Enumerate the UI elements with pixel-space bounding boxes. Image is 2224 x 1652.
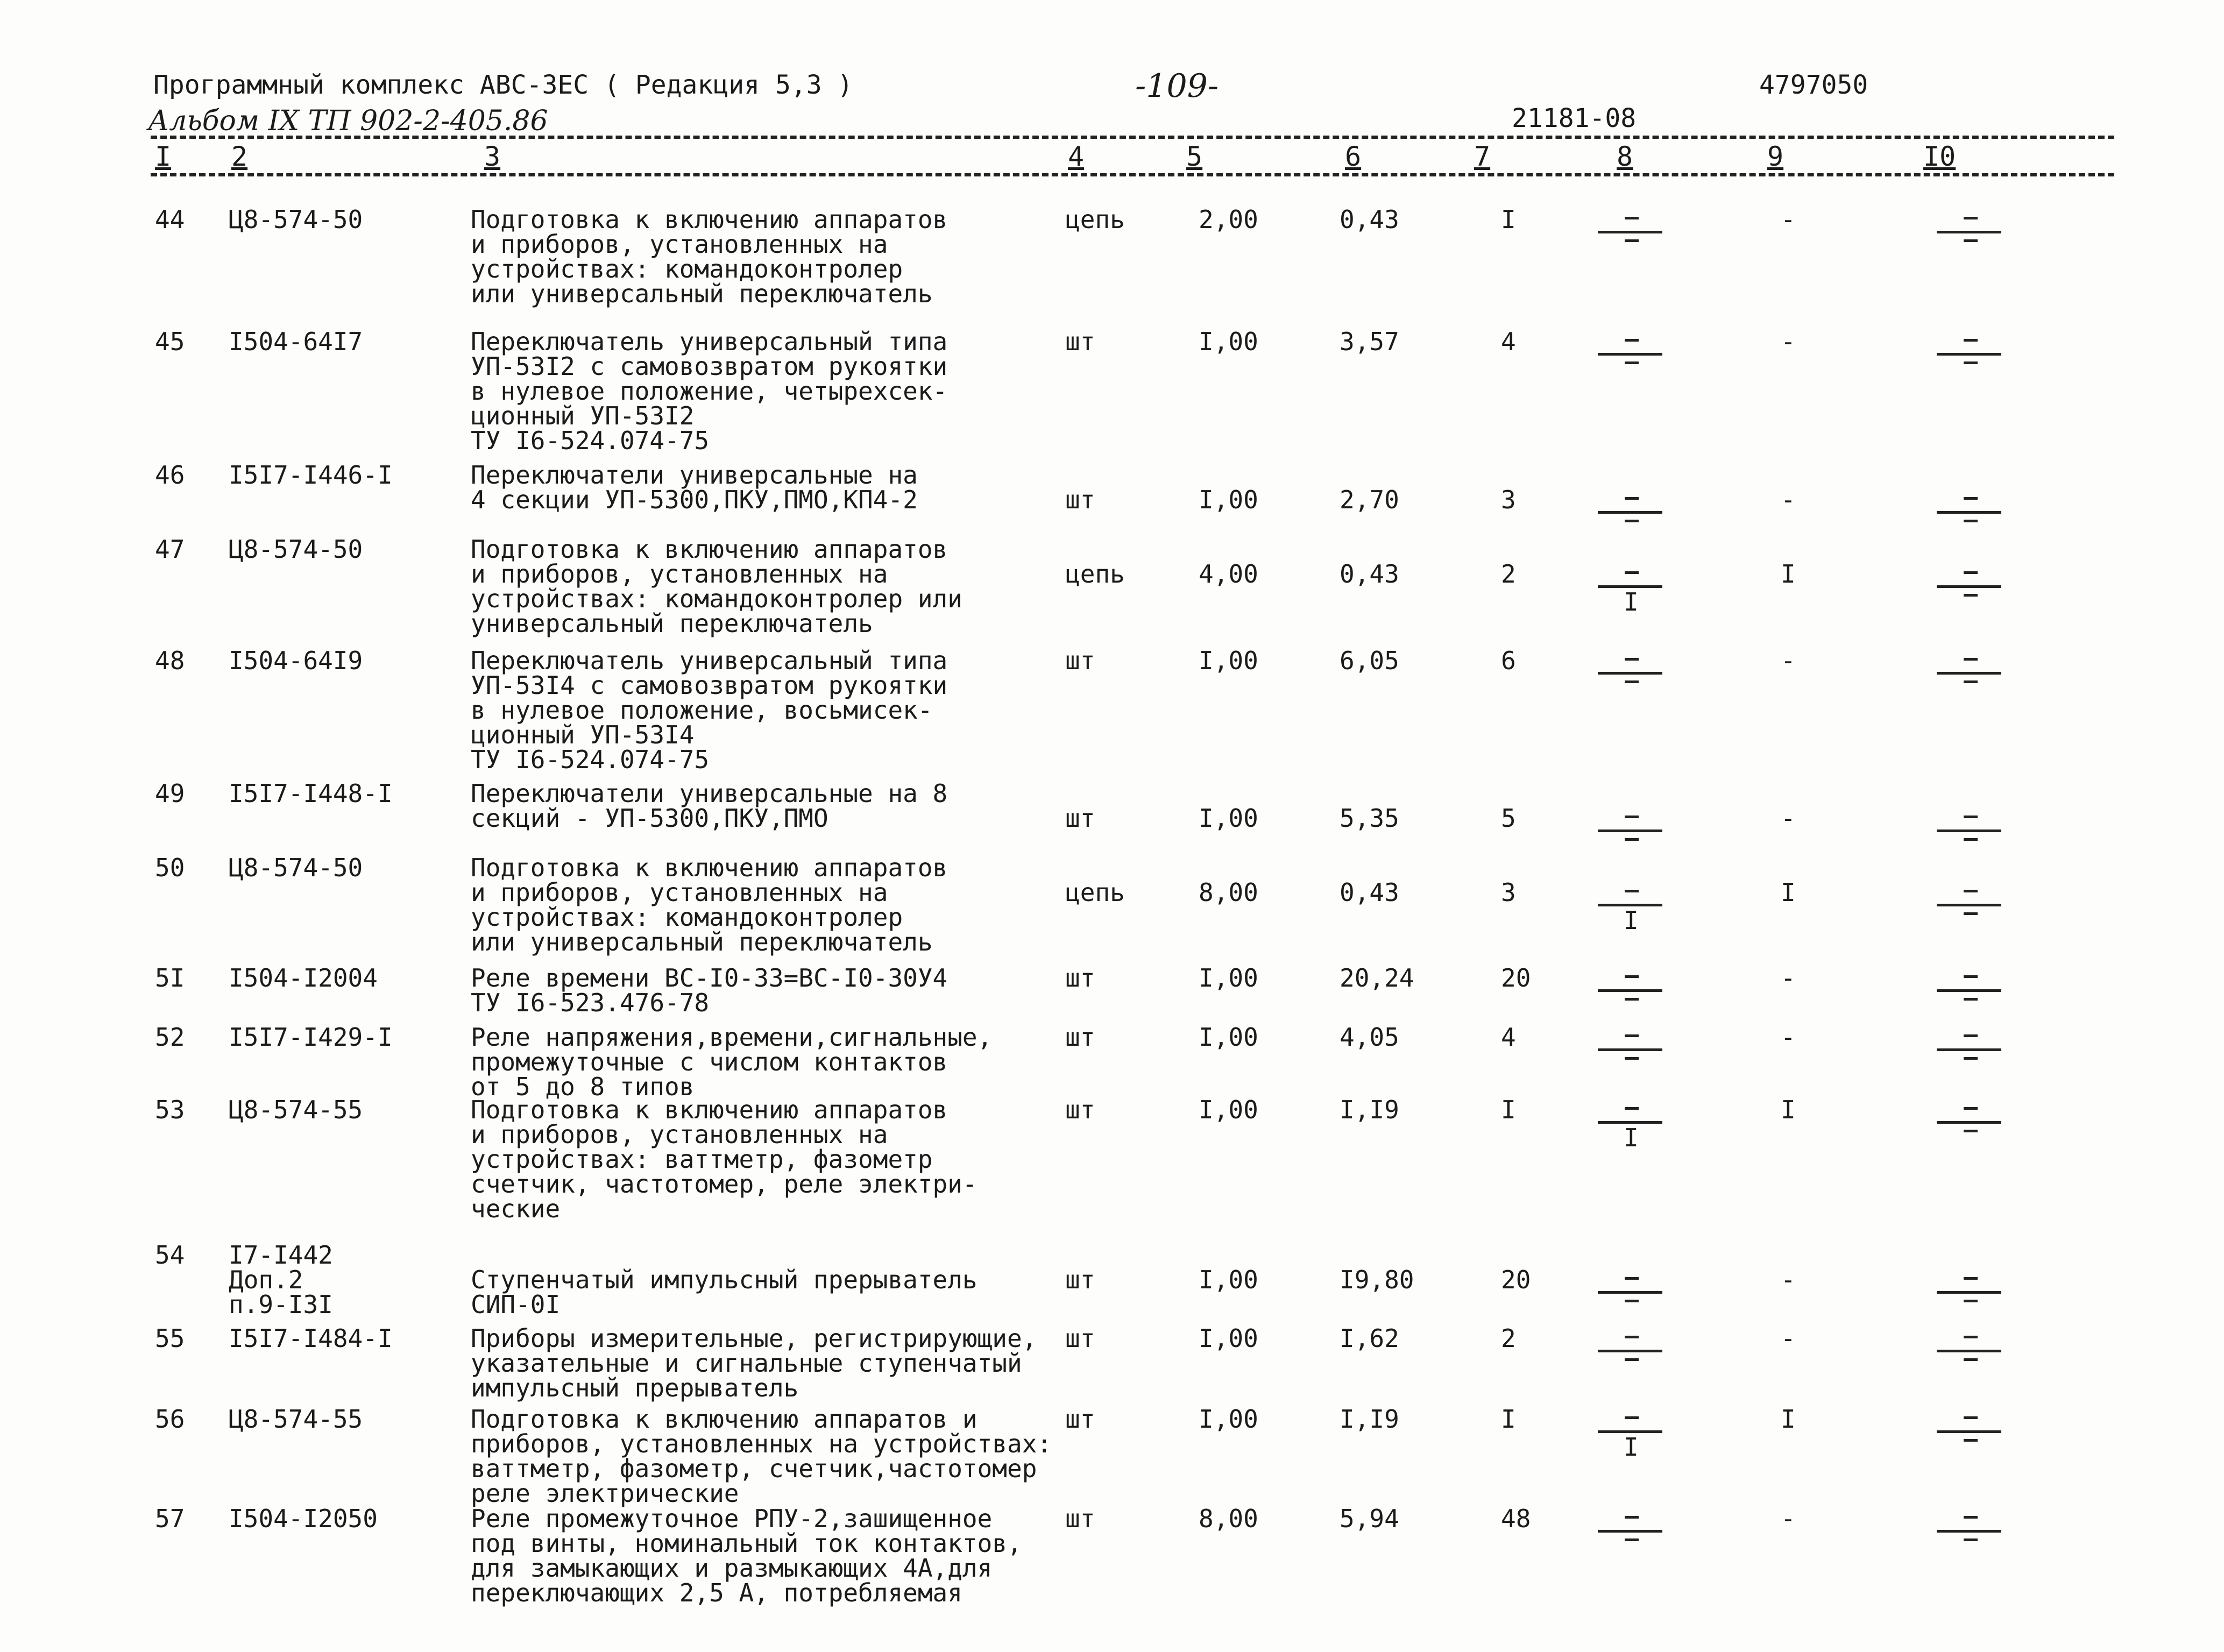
row-price: I9,80 (1340, 1265, 1414, 1294)
row-col9: - (1781, 804, 1796, 833)
row-col9: I (1781, 1405, 1796, 1434)
row-unit: шт (1065, 327, 1095, 356)
row-col8-mark (1576, 1506, 1695, 1560)
row-number: 57 (155, 1504, 185, 1533)
column-header-1: I (155, 141, 172, 172)
fraction-bar (1598, 829, 1662, 832)
row-col9: - (1781, 485, 1796, 514)
row-col7: 2 (1501, 559, 1516, 589)
column-header-7: 7 (1474, 141, 1491, 172)
row-col10-mark (1915, 1326, 2034, 1380)
row-col8-mark (1576, 329, 1695, 383)
row-col7: 3 (1501, 485, 1516, 514)
row-col8-mark (1576, 207, 1695, 261)
row-description: Переключатели универсальные на 8 секций - УП-5300,ПКУ,ПМО (471, 779, 948, 833)
dash-mark (1964, 1107, 1978, 1110)
dash-mark (1625, 998, 1639, 1001)
dash-mark (1625, 680, 1639, 683)
fraction-bar (1598, 353, 1662, 356)
row-number: 45 (155, 327, 185, 356)
album-reference: Альбом IX ТП 902-2-405.86 (148, 105, 548, 137)
fraction-bar (1598, 1048, 1662, 1051)
row-col7: 6 (1501, 646, 1516, 675)
row-quantity: 2,00 (1199, 205, 1258, 234)
dash-mark (1964, 1358, 1978, 1361)
row-description: Переключатель универсальный типа УП-53I2 с самовозвратом рукоятки в нулевое положение, четырехсек- ционный УП-53I2 ТУ I6-524.074-75 (471, 327, 948, 455)
row-price: 2,70 (1340, 485, 1399, 514)
row-col7: I (1501, 205, 1516, 234)
row-number: 54 (155, 1240, 185, 1270)
fraction-bar (1598, 231, 1662, 233)
column-header-5: 5 (1186, 141, 1203, 172)
row-code: I5I7-I446-I (229, 460, 393, 490)
row-price: I,I9 (1340, 1095, 1399, 1124)
dash-mark (1964, 1130, 1978, 1132)
dash-mark (1964, 975, 1978, 978)
row-price: I,I9 (1340, 1405, 1399, 1434)
row-number: 53 (155, 1095, 185, 1124)
row-col10-mark (1915, 1506, 2034, 1560)
dash-mark (1625, 816, 1639, 818)
row-unit: цепь (1065, 559, 1125, 589)
row-col9: I (1781, 1095, 1796, 1124)
column-header-2: 2 (231, 141, 248, 172)
dash-mark (1964, 361, 1978, 364)
dash-mark (1964, 1277, 1978, 1280)
fraction-bar (1598, 1530, 1662, 1533)
dash-mark (1964, 1439, 1978, 1442)
row-col9: I (1781, 559, 1796, 589)
fraction-bar (1937, 1530, 2001, 1533)
dash-mark (1964, 998, 1978, 1001)
row-unit: шт (1065, 485, 1095, 514)
row-col10-mark (1915, 648, 2034, 702)
dash-mark (1964, 1336, 1978, 1338)
document-number: 21181-08 (1512, 103, 1637, 133)
fraction-bar (1937, 904, 2001, 906)
row-col8-value: I (1624, 1123, 1639, 1152)
dash-mark (1964, 339, 1978, 342)
dash-mark (1964, 1516, 1978, 1519)
row-description: Ступенчатый импульсный прерыватель СИП-0I (471, 1265, 978, 1319)
row-quantity: I,00 (1199, 1405, 1258, 1434)
row-number: 5I (155, 963, 185, 992)
dash-mark (1625, 1057, 1639, 1060)
row-col10-mark (1915, 880, 2034, 934)
fraction-bar (1937, 829, 2001, 832)
column-header-9: 9 (1767, 141, 1784, 172)
dash-mark (1625, 890, 1639, 892)
dash-mark (1625, 1034, 1639, 1037)
dash-mark (1964, 838, 1978, 841)
row-description: Реле времени ВС-I0-33=ВС-I0-30У4 ТУ I6-523.476-78 (471, 963, 948, 1017)
row-col8-value: I (1624, 587, 1639, 616)
dash-mark (1964, 890, 1978, 892)
row-price: 0,43 (1340, 559, 1399, 589)
dash-mark (1625, 1358, 1639, 1361)
dash-mark (1964, 1057, 1978, 1060)
row-col10-mark (1915, 1407, 2034, 1460)
header-rule-top (151, 136, 2114, 139)
dash-mark (1964, 1416, 1978, 1419)
dash-mark (1625, 838, 1639, 841)
fraction-bar (1937, 1430, 2001, 1433)
row-code: I504-I2050 (229, 1504, 378, 1533)
row-col10-mark (1915, 806, 2034, 860)
row-unit: шт (1065, 1324, 1095, 1353)
page-number: -109- (1135, 67, 1219, 105)
row-col9: - (1781, 1023, 1796, 1052)
row-price: 4,05 (1340, 1023, 1399, 1052)
row-quantity: 8,00 (1199, 878, 1258, 907)
dash-mark (1964, 1034, 1978, 1037)
row-description: Переключатель универсальный типа УП-53I4 с самовозвратом рукоятки в нулевое положение, восьмисек- ционный УП-53I4 ТУ I6-524.074-75 (471, 646, 948, 774)
row-col9: I (1781, 878, 1796, 907)
row-col7: 4 (1501, 327, 1516, 356)
fraction-bar (1937, 511, 2001, 514)
dash-mark (1625, 1538, 1639, 1541)
row-quantity: I,00 (1199, 485, 1258, 514)
row-number: 46 (155, 460, 185, 490)
row-code: I5I7-I429-I (229, 1023, 393, 1052)
row-price: 20,24 (1340, 963, 1414, 992)
row-description: Переключатели универсальные на 4 секции УП-5300,ПКУ,ПМО,КП4-2 (471, 460, 918, 514)
row-quantity: I,00 (1199, 1095, 1258, 1124)
row-description: Подготовка к включению аппаратов и приборов, установленных на устройствах: ваттметр, фазометр, счетчик,частотомер реле электрические (471, 1405, 1052, 1508)
dash-mark (1964, 217, 1978, 219)
dash-mark (1625, 571, 1639, 574)
dash-mark (1625, 1277, 1639, 1280)
row-price: 3,57 (1340, 327, 1399, 356)
row-number: 49 (155, 779, 185, 808)
row-col9: - (1781, 1265, 1796, 1294)
row-number: 56 (155, 1405, 185, 1434)
fraction-bar (1937, 1291, 2001, 1294)
dash-mark (1625, 1416, 1639, 1419)
dash-mark (1625, 975, 1639, 978)
row-col8-mark (1576, 1025, 1695, 1079)
row-unit: шт (1065, 646, 1095, 675)
row-col9: - (1781, 1324, 1796, 1353)
row-col10-mark (1915, 207, 2034, 261)
row-col8-mark (1576, 648, 1695, 702)
row-col8-value: I (1624, 1433, 1639, 1462)
row-col8-mark (1576, 562, 1695, 615)
row-col7: 4 (1501, 1023, 1516, 1052)
row-code: I7-I442 Доп.2 п.9-I3I (229, 1240, 333, 1319)
row-col9: - (1781, 963, 1796, 992)
row-col7: I (1501, 1405, 1516, 1434)
row-col8-mark (1576, 1407, 1695, 1460)
dash-mark (1625, 339, 1639, 342)
header-rule-bottom (151, 173, 2114, 176)
row-unit: цепь (1065, 878, 1125, 907)
row-code: Ц8-574-55 (229, 1095, 363, 1124)
row-code: I504-64I7 (229, 327, 363, 356)
row-unit: шт (1065, 1095, 1095, 1124)
dash-mark (1964, 1300, 1978, 1302)
dash-mark (1625, 520, 1639, 522)
row-code: I5I7-I448-I (229, 779, 393, 808)
row-quantity: I,00 (1199, 804, 1258, 833)
dash-mark (1625, 239, 1639, 242)
row-col8-mark (1576, 806, 1695, 860)
row-unit: шт (1065, 1023, 1095, 1052)
dash-mark (1964, 520, 1978, 522)
fraction-bar (1598, 1291, 1662, 1294)
row-description: Подготовка к включению аппаратов и приборов, установленных на устройствах: ваттметр, фазометр счетчик, частотомер, реле электри- ческие (471, 1095, 978, 1223)
fraction-bar (1937, 989, 2001, 992)
column-header-6: 6 (1345, 141, 1362, 172)
row-unit: шт (1065, 804, 1095, 833)
row-code: Ц8-574-50 (229, 535, 363, 564)
fraction-bar (1598, 511, 1662, 514)
row-col7: 5 (1501, 804, 1516, 833)
row-col8-mark (1576, 487, 1695, 541)
row-number: 50 (155, 853, 185, 882)
fraction-bar (1598, 1350, 1662, 1352)
row-unit: шт (1065, 1265, 1095, 1294)
column-header-8: 8 (1617, 141, 1633, 172)
header-program: Программный комплекс АВС-3ЕС ( Редакция 5,3 ) (153, 70, 853, 100)
row-quantity: 4,00 (1199, 559, 1258, 589)
header-code: 4797050 (1759, 70, 1868, 100)
row-col10-mark (1915, 966, 2034, 1019)
row-price: 6,05 (1340, 646, 1399, 675)
row-price: 5,35 (1340, 804, 1399, 833)
row-col10-mark (1915, 1267, 2034, 1321)
row-unit: шт (1065, 1504, 1095, 1533)
dash-mark (1625, 1300, 1639, 1302)
dash-mark (1964, 912, 1978, 915)
row-description: Подготовка к включению аппаратов и приборов, установленных на устройствах: командоконтролер или универсальный переключатель (471, 853, 948, 956)
dash-mark (1625, 1516, 1639, 1519)
row-price: 0,43 (1340, 878, 1399, 907)
dash-mark (1964, 680, 1978, 683)
row-col10-mark (1915, 562, 2034, 615)
dash-mark (1964, 239, 1978, 242)
row-col10-mark (1915, 1025, 2034, 1079)
row-description: Подготовка к включению аппаратов и приборов, установленных на устройствах: командоконтролер или универсальный переключатель (471, 535, 962, 638)
dash-mark (1964, 658, 1978, 661)
row-col10-mark (1915, 1097, 2034, 1151)
row-col7: I (1501, 1095, 1516, 1124)
dash-mark (1964, 816, 1978, 818)
row-unit: шт (1065, 1405, 1095, 1434)
row-col8-mark (1576, 1267, 1695, 1321)
column-header-3: 3 (484, 141, 501, 172)
dash-mark (1625, 1107, 1639, 1110)
row-code: I504-I2004 (229, 963, 378, 992)
row-quantity: I,00 (1199, 327, 1258, 356)
column-header-10: I0 (1923, 141, 1956, 172)
row-code: I504-64I9 (229, 646, 363, 675)
row-col7: 3 (1501, 878, 1516, 907)
row-number: 48 (155, 646, 185, 675)
row-description: Подготовка к включению аппаратов и приборов, установленных на устройствах: командоконтролер или универсальный переключатель (471, 205, 948, 308)
row-col7: 20 (1501, 963, 1531, 992)
dash-mark (1964, 594, 1978, 597)
row-col7: 20 (1501, 1265, 1531, 1294)
dash-mark (1625, 361, 1639, 364)
row-unit: шт (1065, 963, 1095, 992)
row-number: 55 (155, 1324, 185, 1353)
row-code: Ц8-574-50 (229, 853, 363, 882)
row-col9: - (1781, 327, 1796, 356)
fraction-bar (1937, 585, 2001, 588)
row-price: 0,43 (1340, 205, 1399, 234)
dash-mark (1964, 497, 1978, 500)
row-col8-mark (1576, 1097, 1695, 1151)
row-quantity: I,00 (1199, 1023, 1258, 1052)
row-quantity: I,00 (1199, 646, 1258, 675)
row-col9: - (1781, 646, 1796, 675)
row-col8-mark (1576, 1326, 1695, 1380)
row-col10-mark (1915, 487, 2034, 541)
row-quantity: I,00 (1199, 1265, 1258, 1294)
fraction-bar (1937, 1121, 2001, 1124)
fraction-bar (1937, 1350, 2001, 1352)
row-col8-mark (1576, 966, 1695, 1019)
row-description: Реле напряжения,времени,сигнальные, промежуточные с числом контактов от 5 до 8 типов (471, 1023, 993, 1101)
dash-mark (1964, 1538, 1978, 1541)
row-col7: 2 (1501, 1324, 1516, 1353)
row-col9: - (1781, 1504, 1796, 1533)
row-code: Ц8-574-55 (229, 1405, 363, 1434)
row-col8-value: I (1624, 906, 1639, 935)
row-number: 44 (155, 205, 185, 234)
fraction-bar (1598, 672, 1662, 675)
row-quantity: I,00 (1199, 963, 1258, 992)
fraction-bar (1937, 353, 2001, 356)
row-col8-mark (1576, 880, 1695, 934)
dash-mark (1964, 571, 1978, 574)
row-code: I5I7-I484-I (229, 1324, 393, 1353)
dash-mark (1625, 658, 1639, 661)
row-quantity: I,00 (1199, 1324, 1258, 1353)
row-number: 47 (155, 535, 185, 564)
row-description: Реле промежуточное РПУ-2,зашищенное под винты, номинальный ток контактов, для замыкающих и размыкающих 4А,для переключающих 2,5 А, потребляемая (471, 1504, 1022, 1607)
fraction-bar (1937, 1048, 2001, 1051)
column-header-4: 4 (1068, 141, 1085, 172)
fraction-bar (1598, 989, 1662, 992)
row-price: 5,94 (1340, 1504, 1399, 1533)
row-description: Приборы измерительные, регистрирующие, указательные и сигнальные ступенчатый импульсный прерыватель (471, 1324, 1037, 1402)
row-col9: - (1781, 205, 1796, 234)
row-price: I,62 (1340, 1324, 1399, 1353)
dash-mark (1625, 497, 1639, 500)
row-number: 52 (155, 1023, 185, 1052)
row-col10-mark (1915, 329, 2034, 383)
fraction-bar (1937, 672, 2001, 675)
row-unit: цепь (1065, 205, 1125, 234)
dash-mark (1625, 1336, 1639, 1338)
row-code: Ц8-574-50 (229, 205, 363, 234)
row-quantity: 8,00 (1199, 1504, 1258, 1533)
dash-mark (1625, 217, 1639, 219)
row-col7: 48 (1501, 1504, 1531, 1533)
fraction-bar (1937, 231, 2001, 233)
